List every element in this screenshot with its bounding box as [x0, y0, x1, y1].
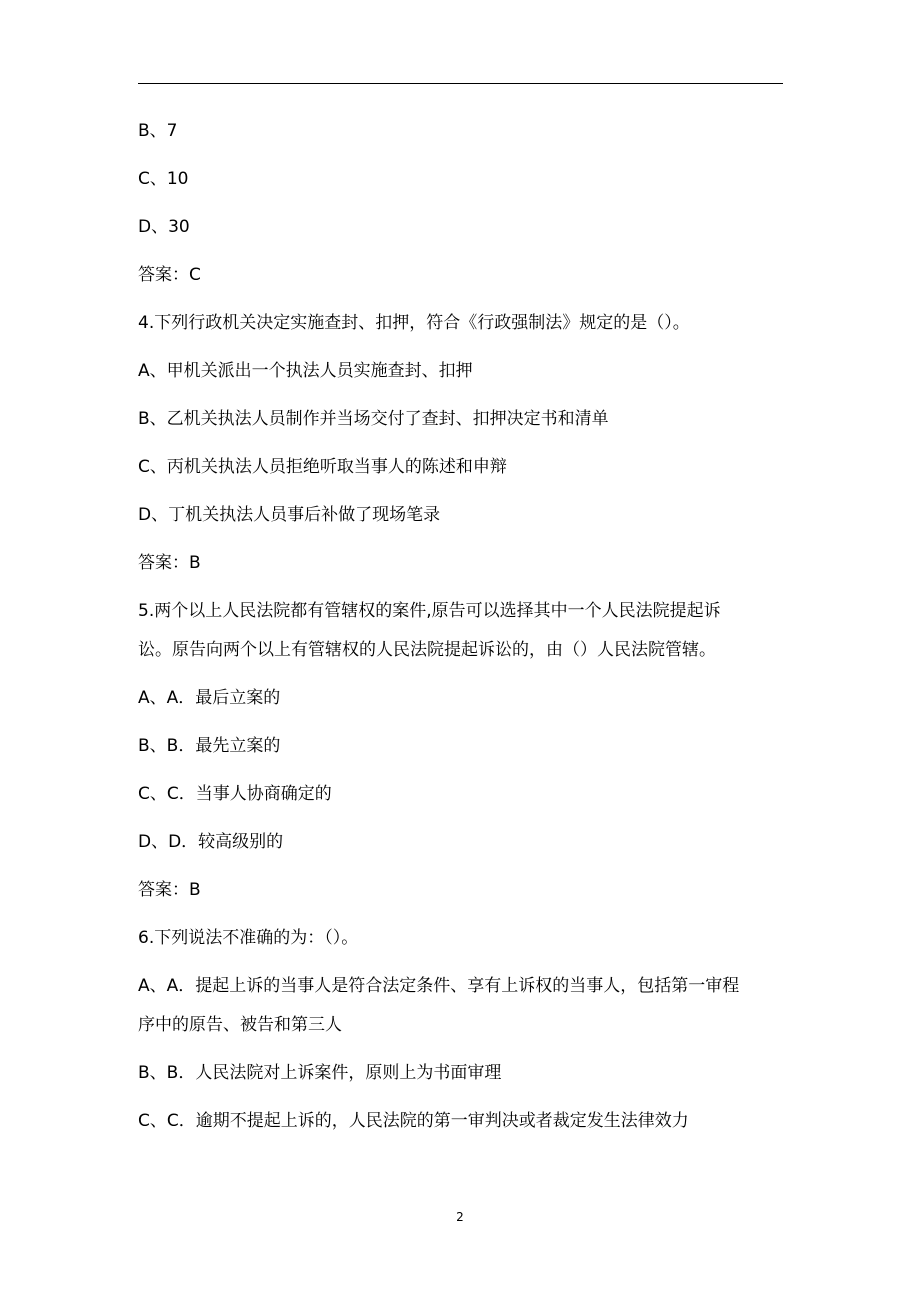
option-a-q6-line-2: 序中的原告、被告和第三人: [138, 1015, 342, 1035]
option-b-q3: B、7: [138, 121, 178, 141]
option-a-q6-line-1: A、A．提起上诉的当事人是符合法定条件、享有上诉权的当事人，包括第一审程: [138, 976, 740, 996]
option-c-q5: C、C．当事人协商确定的: [138, 784, 332, 804]
option-d-q4: D、丁机关执法人员事后补做了现场笔录: [138, 505, 441, 525]
page-number: 2: [456, 1210, 464, 1224]
question-4: 4.下列行政机关决定实施查封、扣押，符合《行政强制法》规定的是（）。: [138, 313, 690, 333]
answer-q5: 答案：B: [138, 880, 201, 900]
option-a-q4: A、甲机关派出一个执法人员实施查封、扣押: [138, 361, 473, 381]
question-5-line-2: 讼。原告向两个以上有管辖权的人民法院提起诉讼的，由（）人民法院管辖。: [138, 640, 716, 660]
option-c-q6: C、C．逾期不提起上诉的，人民法院的第一审判决或者裁定发生法律效力: [138, 1111, 689, 1131]
option-b-q6: B、B．人民法院对上诉案件，原则上为书面审理: [138, 1063, 502, 1083]
option-a-q5: A、A．最后立案的: [138, 688, 281, 708]
option-b-q5: B、B．最先立案的: [138, 736, 281, 756]
option-c-q3: C、10: [138, 169, 189, 189]
option-c-q4: C、丙机关执法人员拒绝听取当事人的陈述和申辩: [138, 457, 507, 477]
answer-q3: 答案：C: [138, 265, 201, 285]
document-body: [138, 119, 783, 1157]
question-5-line-1: 5.两个以上人民法院都有管辖权的案件,原告可以选择其中一个人民法院提起诉: [138, 601, 721, 621]
header-rule: [138, 83, 783, 84]
option-d-q5: D、D．较高级别的: [138, 832, 284, 852]
answer-q4: 答案：B: [138, 553, 201, 573]
option-d-q3: D、30: [138, 217, 190, 237]
option-b-q4: B、乙机关执法人员制作并当场交付了查封、扣押决定书和清单: [138, 409, 609, 429]
question-6: 6.下列说法不准确的为：（）。: [138, 928, 359, 948]
